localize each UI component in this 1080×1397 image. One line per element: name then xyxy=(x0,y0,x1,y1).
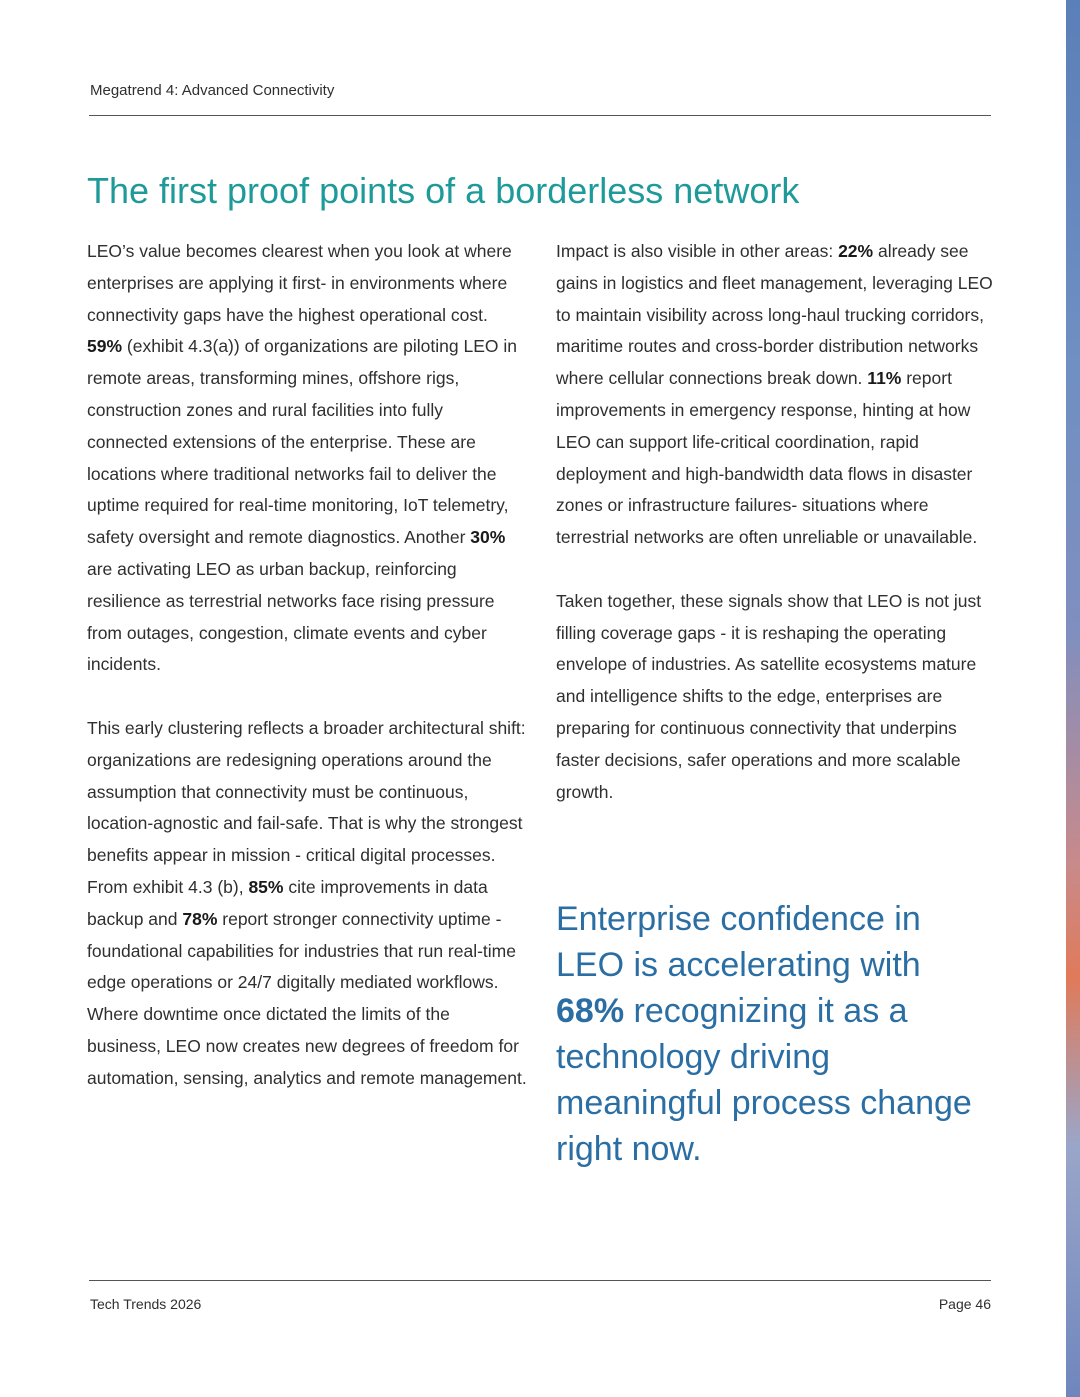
pull-quote: Enterprise confidence in LEO is accelerating with 68% recognizing it as a technology driving meaningful process change right now. xyxy=(556,900,972,1168)
stat-85-percent: 85% xyxy=(248,876,284,897)
stat-59-percent: 59% xyxy=(87,336,123,357)
footer-publication: Tech Trends 2026 xyxy=(90,1296,202,1312)
stat-78-percent: 78% xyxy=(182,908,218,929)
header-divider xyxy=(89,115,991,116)
right-paragraph-2: Taken together, these signals show that LEO is not just filling coverage gaps - it is reshaping the operating envelope of industries. As satellite ecosystems mature and intelligence shifts to the edge, enterprises are preparing for continuous connectivity that underpins faster decisions, safer operations and more scalable growth. xyxy=(556,590,982,802)
decorative-side-strip xyxy=(1066,0,1080,1397)
left-column xyxy=(87,236,527,1126)
left-paragraph-2: This early clustering reflects a broader architectural shift: organizations are redesigning operations around the assumption that connectivity must be continuous, location-agnostic and fail-safe. That is why the strongest benefits appear in mission - critical digital processes. From exhibit 4.3 (b), 85% cite improvements in data backup and 78% report stronger connectivity uptime - foundational capabilities for industries that run real-time edge operations or 24/7 digitally mediated workflows. Where downtime once dictated the limits of the business, LEO now creates new degrees of freedom for automation, sensing, analytics and remote management. xyxy=(87,717,527,1088)
running-header: Megatrend 4: Advanced Connectivity xyxy=(90,82,335,99)
right-column xyxy=(556,236,996,840)
right-paragraph-1: Impact is also visible in other areas: 22% already see gains in logistics and fleet management, leveraging LEO to maintain visibility across long-haul trucking corridors, maritime routes and cross-border distribution networks where cellular connections break down. 11% report improvements in emergency response, hinting at how LEO can support life-critical coordination, rapid deployment and high-bandwidth data flows in disaster zones or infrastructure failures- situations where terrestrial networks are often unreliable or unavailable. xyxy=(556,241,993,548)
left-paragraph-1: LEO’s value becomes clearest when you look at where enterprises are applying it first- in environments where connectivity gaps have the highest operational cost. 59% (exhibit 4.3(a)) of organizations are piloting LEO in remote areas, transforming mines, offshore rigs, construction zones and rural facilities into fully connected extensions of the enterprise. These are locations where traditional networks fail to deliver the uptime required for real-time monitoring, IoT telemetry, safety oversight and remote diagnostics. Another 30% are activating LEO as urban backup, reinforcing resilience as terrestrial networks face rising pressure from outages, congestion, climate events and cyber incidents. xyxy=(87,241,517,675)
footer-divider xyxy=(89,1280,991,1281)
page-title: The first proof points of a borderless network xyxy=(87,170,800,211)
stat-30-percent: 30% xyxy=(470,527,506,548)
page-number: Page 46 xyxy=(938,1296,991,1312)
stat-11-percent: 11% xyxy=(867,368,902,389)
stat-68-percent: 68% xyxy=(556,992,625,1030)
stat-22-percent: 22% xyxy=(838,241,874,261)
